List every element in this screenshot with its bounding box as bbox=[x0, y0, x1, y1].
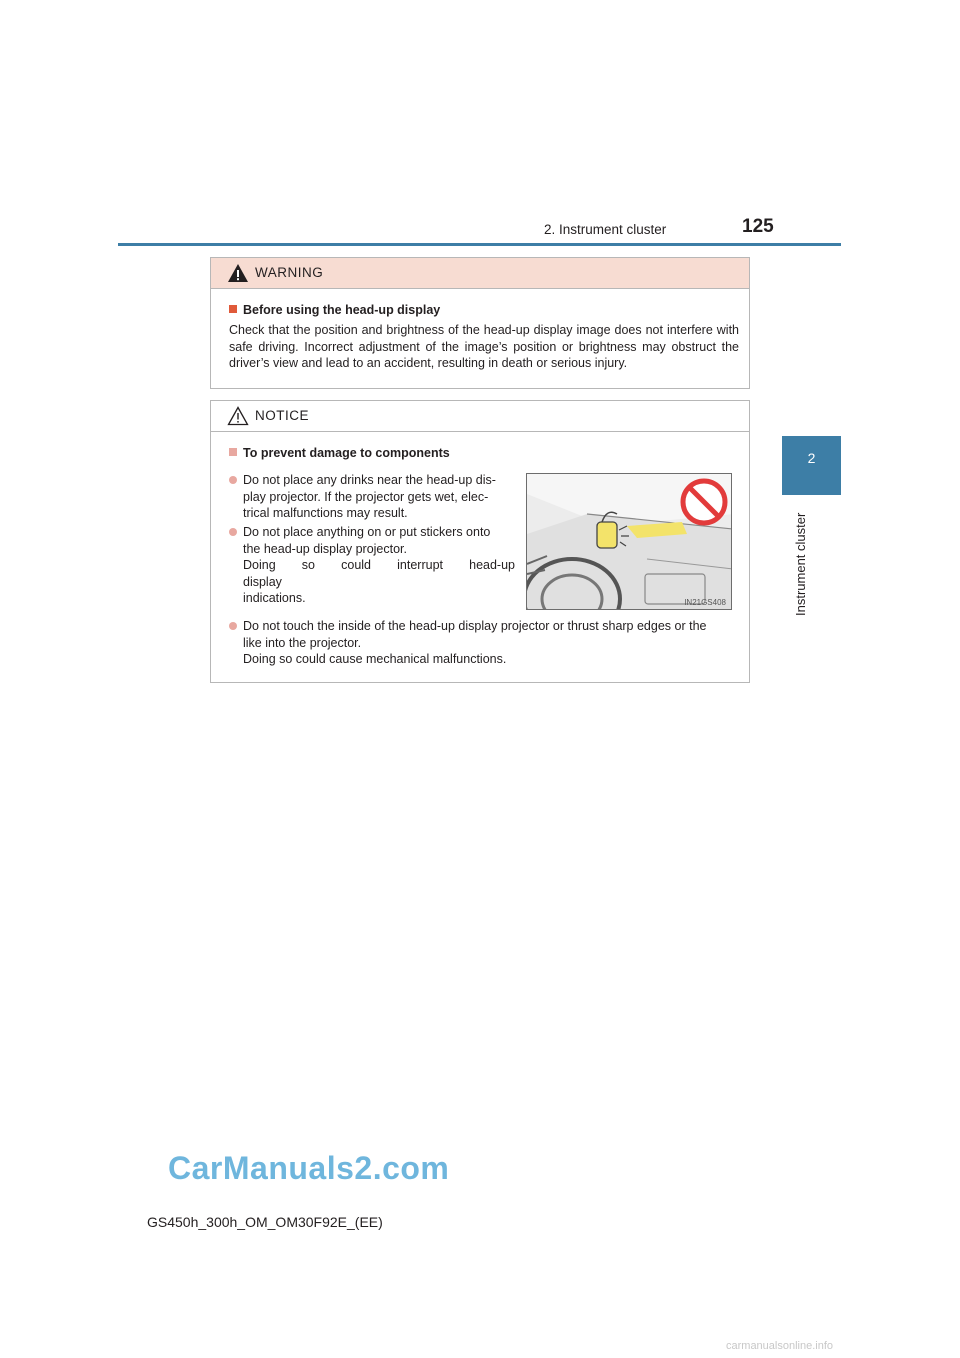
illustration-code: IN21GS408 bbox=[684, 598, 726, 607]
header-divider bbox=[118, 243, 841, 246]
notice-header bbox=[211, 401, 749, 432]
warning-label: WARNING bbox=[255, 265, 324, 280]
bullet-line: the head-up display projector. bbox=[243, 541, 407, 556]
bullet-dot-icon bbox=[229, 476, 237, 484]
document-code: GS450h_300h_OM_OM30F92E_(EE) bbox=[147, 1214, 383, 1230]
square-bullet-icon bbox=[229, 305, 237, 313]
warning-header bbox=[211, 258, 749, 289]
bullet-line: Doing so could interrupt head-up display bbox=[243, 558, 515, 589]
notice-box bbox=[210, 400, 750, 683]
warning-text: Check that the position and brightness of the head-up display image does not interfere with safe driving. Incorrect adjustment of the image’s position or brightness may obstruct the driver’s view and lead to an accident, resulting in death or serious injury. bbox=[229, 323, 739, 370]
bullet-line: indications. bbox=[243, 591, 306, 605]
bullet-dot-icon bbox=[229, 528, 237, 536]
bullet-line: Do not touch the inside of the head-up display projector or thrust sharp edges or the bbox=[243, 619, 707, 633]
watermark-url: carmanualsonline.info bbox=[726, 1340, 834, 1352]
square-bullet-icon bbox=[229, 448, 237, 456]
page-number: 125 bbox=[742, 216, 774, 237]
notice-label: NOTICE bbox=[255, 408, 310, 423]
bullet-line: like into the projector. bbox=[243, 635, 362, 650]
notice-bullet-drinks bbox=[243, 472, 515, 522]
no-drinks-illustration bbox=[526, 473, 732, 610]
notice-heading: To prevent damage to components bbox=[229, 446, 450, 460]
watermark-brand: CarManuals2.com bbox=[168, 1150, 450, 1186]
caution-triangle-icon bbox=[227, 406, 249, 426]
warning-heading: Before using the head-up display bbox=[229, 303, 440, 317]
chapter-label: Instrument cluster bbox=[793, 512, 808, 616]
warning-box bbox=[210, 257, 750, 389]
section-title: 2. Instrument cluster bbox=[544, 222, 667, 237]
chapter-number: 2 bbox=[807, 450, 816, 466]
warning-triangle-icon bbox=[227, 263, 249, 283]
bullet-dot-icon bbox=[229, 622, 237, 630]
notice-bullet-stickers bbox=[243, 524, 515, 607]
bullet-line: Do not place anything on or put stickers onto bbox=[243, 525, 491, 539]
bullet-line: trical malfunctions may result. bbox=[243, 506, 408, 520]
bullet-line: Doing so could cause mechanical malfunctions. bbox=[243, 652, 507, 666]
dashboard-drink-prohibited-icon bbox=[527, 474, 732, 610]
bullet-line: Do not place any drinks near the head-up dis- bbox=[243, 473, 496, 487]
notice-bullet-touch bbox=[243, 618, 743, 668]
chapter-tab bbox=[782, 436, 841, 495]
bullet-line: play projector. If the projector gets wet, elec- bbox=[243, 489, 489, 504]
